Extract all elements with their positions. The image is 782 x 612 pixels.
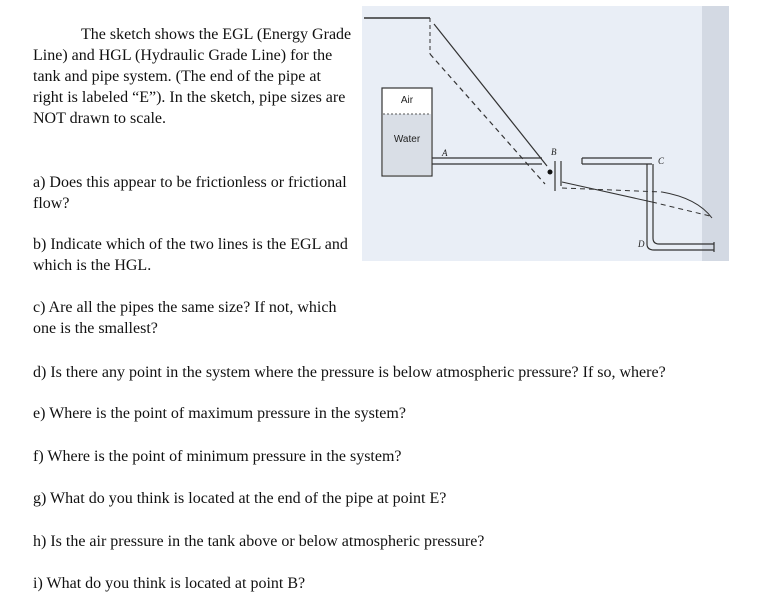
question-b: b) Indicate which of the two lines is the EGL and which is the HGL.: [33, 236, 348, 274]
point-c-label: C: [658, 156, 665, 166]
question-h: h) Is the air pressure in the tank above or below atmospheric pressure?: [33, 533, 485, 550]
intro-text: [33, 24, 353, 129]
point-b-label: B: [551, 147, 557, 157]
point-d-label: D: [638, 239, 645, 249]
question-d: d) Is there any point in the system where the pressure is below atmospheric pressure? If so, where?: [33, 364, 666, 381]
question-f: f) Where is the point of minimum pressure in the system?: [33, 448, 402, 465]
question-i: i) What do you think is located at point B?: [33, 575, 306, 592]
point-a-label: A: [442, 148, 448, 158]
pipe-system-diagram: [362, 6, 729, 261]
intro-paragraph: The sketch shows the EGL (Energy Grade Line) and HGL (Hydraulic Grade Line) for the tank and pipe system. (The end of the pipe at right is labeled “E”). In the sketch, pipe sizes are NOT drawn to scale.: [33, 26, 352, 127]
point-b-marker: [548, 170, 553, 175]
question-a: a) Does this appear to be frictionless or frictional flow?: [33, 174, 347, 212]
question-e: e) Where is the point of maximum pressure in the system?: [33, 405, 406, 422]
tank-air-label: Air: [400, 95, 414, 106]
question-g: g) What do you think is located at the end of the pipe at point E?: [33, 490, 447, 507]
question-c: c) Are all the pipes the same size? If not, which one is the smallest?: [33, 299, 337, 337]
page-edge-shadow: [702, 6, 729, 261]
egl-hgl-sketch: [362, 6, 729, 261]
tank-water-label: Water: [393, 134, 421, 145]
